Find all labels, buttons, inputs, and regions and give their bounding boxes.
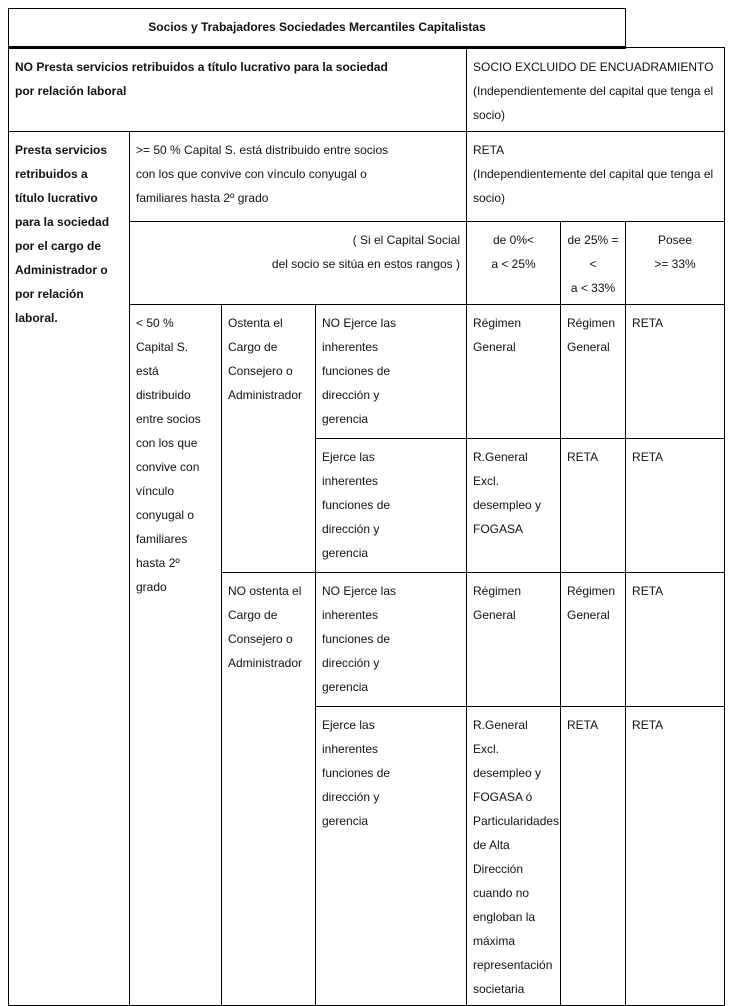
- cell-line: Cargo de: [228, 340, 278, 354]
- cell-line: < 50 %: [136, 316, 174, 330]
- range-25-33-header: [561, 222, 626, 305]
- cell-line: del socio se sitúa en estos rangos ): [271, 257, 460, 271]
- cell-line: RETA: [632, 450, 664, 464]
- cell-line: General: [567, 608, 610, 622]
- cell-line: RETA: [567, 718, 599, 732]
- cell-line: funciones de: [322, 766, 391, 780]
- cell-line: Ostenta el: [228, 316, 283, 330]
- range-33-header: [626, 222, 725, 305]
- cell-line: dirección y: [322, 790, 380, 804]
- title-row: [9, 9, 725, 48]
- cell-line: NO Ejerce las: [322, 316, 397, 330]
- cell-line: con los que convive con vínculo conyugal o: [136, 167, 367, 181]
- cell-line: Ejerce las: [322, 450, 375, 464]
- cell-line: societaria: [473, 982, 525, 996]
- cell-line: Cargo de: [228, 608, 278, 622]
- cell-line: Administrador o: [15, 263, 108, 277]
- cell-line: RETA: [632, 584, 664, 598]
- cell-line: gerencia: [322, 814, 369, 828]
- cell-line: Capital S.: [136, 340, 189, 354]
- ranges-header-label: [130, 222, 467, 305]
- cell-line: >= 50 % Capital S. está distribuido entre socios: [136, 143, 389, 157]
- cell-line: (Independientemente del capital que tenga el socio): [473, 84, 714, 122]
- ejerce-label: [316, 439, 467, 573]
- cell-line: por relación: [15, 287, 84, 301]
- cell-r2-c2: [561, 439, 626, 573]
- regime-table: [8, 8, 725, 1006]
- cell-line: familiares: [136, 532, 188, 546]
- cell-line: convive con: [136, 460, 200, 474]
- menor-50-label: [130, 305, 222, 1006]
- cell-line: RETA: [567, 450, 599, 464]
- no-ejerce-label-2: [316, 573, 467, 707]
- cell-line: gerencia: [322, 680, 369, 694]
- no-ostenta-cargo-label: [222, 573, 316, 1006]
- cell-line: RETA: [632, 718, 664, 732]
- cell-r3-c1: [467, 573, 561, 707]
- cell-line: Dirección cuando no: [473, 862, 530, 900]
- cell-line: funciones de: [322, 632, 391, 646]
- cell-line: a < 33%: [570, 281, 616, 295]
- cell-line: Posee: [658, 233, 693, 247]
- cell-line: familiares hasta 2º grado: [136, 191, 269, 205]
- no-ejerce-label: [316, 305, 467, 439]
- cell-line: Consejero o: [228, 364, 293, 378]
- cell-r2-c1: [467, 439, 561, 573]
- cell-line: NO ostenta el: [228, 584, 302, 598]
- cell-line: de 25% =<: [567, 233, 619, 271]
- cell-line: funciones de: [322, 498, 391, 512]
- cell-line: inherentes: [322, 608, 379, 622]
- cell-line: General: [567, 340, 610, 354]
- cell-line: está: [136, 364, 159, 378]
- cell-line: grado: [136, 580, 167, 594]
- cell-line: Régimen General: [473, 584, 522, 622]
- cell-line: NO Ejerce las: [322, 584, 397, 598]
- cell-line: para la sociedad: [15, 215, 110, 229]
- cell-r4-c2: [561, 707, 626, 1006]
- cell-r4-c1: [467, 707, 561, 1006]
- cell-line: por relación laboral: [15, 84, 127, 98]
- cell-line: ( Si el Capital Social: [352, 233, 460, 247]
- cell-line: de 0%<: [492, 233, 535, 247]
- cell-line: gerencia: [322, 546, 369, 560]
- cell-line: Presta servicios: [15, 143, 108, 157]
- table-title: Socios y Trabajadores Sociedades Mercantiles Capitalistas: [9, 9, 626, 48]
- cell-line: Régimen: [567, 584, 616, 598]
- cell-line: por el cargo de: [15, 239, 102, 253]
- cell-line: inherentes: [322, 474, 379, 488]
- cell-line: Régimen: [567, 316, 616, 330]
- cell-line: dirección y: [322, 656, 380, 670]
- cell-line: R.General Excl.: [473, 450, 528, 488]
- cell-line: NO Presta servicios retribuidos a título lucrativo para la sociedad: [15, 60, 388, 74]
- cell-line: inherentes: [322, 742, 379, 756]
- cell-line: conyugal o: [136, 508, 195, 522]
- cell-r4-c3: [626, 707, 725, 1006]
- cell-line: gerencia: [322, 412, 369, 426]
- cell-line: inherentes: [322, 340, 379, 354]
- cell-line: Administrador: [228, 656, 303, 670]
- cell-line: a < 25%: [491, 257, 536, 271]
- ostenta-cargo-label: [222, 305, 316, 573]
- cell-line: Particularidades de Alta: [473, 814, 560, 852]
- cell-line: Administrador: [228, 388, 303, 402]
- mayor-50-label: [130, 132, 467, 222]
- cell-r1-c2: [561, 305, 626, 439]
- cell-line: vínculo: [136, 484, 175, 498]
- mayor-50-result: [467, 132, 725, 222]
- row-no-presta: [9, 48, 725, 132]
- cell-line: representación: [473, 958, 553, 972]
- cell-line: Consejero o: [228, 632, 293, 646]
- cell-line: R.General Excl.: [473, 718, 528, 756]
- ejerce-label-2: [316, 707, 467, 1006]
- presta-servicios-label: [9, 132, 130, 1006]
- cell-r3-c3: [626, 573, 725, 707]
- cell-line: Régimen General: [473, 316, 522, 354]
- cell-line: título lucrativo: [15, 191, 98, 205]
- no-presta-label: [9, 48, 467, 132]
- cell-r1-c1: [467, 305, 561, 439]
- cell-line: hasta 2º: [136, 556, 180, 570]
- cell-line: desempleo y FOGASA ó: [473, 766, 542, 804]
- cell-line: retribuidos a: [15, 167, 88, 181]
- cell-line: dirección y: [322, 522, 380, 536]
- no-presta-result: [467, 48, 725, 132]
- cell-line: Ejerce las: [322, 718, 375, 732]
- cell-line: (Independientemente del capital que tenga el socio): [473, 167, 714, 205]
- cell-r2-c3: [626, 439, 725, 573]
- cell-line: laboral.: [15, 311, 58, 325]
- cell-line: RETA: [632, 316, 664, 330]
- cell-line: SOCIO EXCLUIDO DE ENCUADRAMIENTO: [473, 60, 714, 74]
- cell-r3-c2: [561, 573, 626, 707]
- cell-line: desempleo y FOGASA: [473, 498, 542, 536]
- range-0-25-header: [467, 222, 561, 305]
- cell-r1-c3: [626, 305, 725, 439]
- cell-line: distribuido: [136, 388, 191, 402]
- cell-line: >= 33%: [654, 257, 696, 271]
- cell-line: engloban la máxima: [473, 910, 536, 948]
- cell-line: funciones de: [322, 364, 391, 378]
- regime-table-sheet: [8, 8, 725, 996]
- row-mayor-50: [9, 132, 725, 222]
- cell-line: dirección y: [322, 388, 380, 402]
- cell-line: RETA: [473, 143, 505, 157]
- cell-line: entre socios: [136, 412, 201, 426]
- cell-line: con los que: [136, 436, 198, 450]
